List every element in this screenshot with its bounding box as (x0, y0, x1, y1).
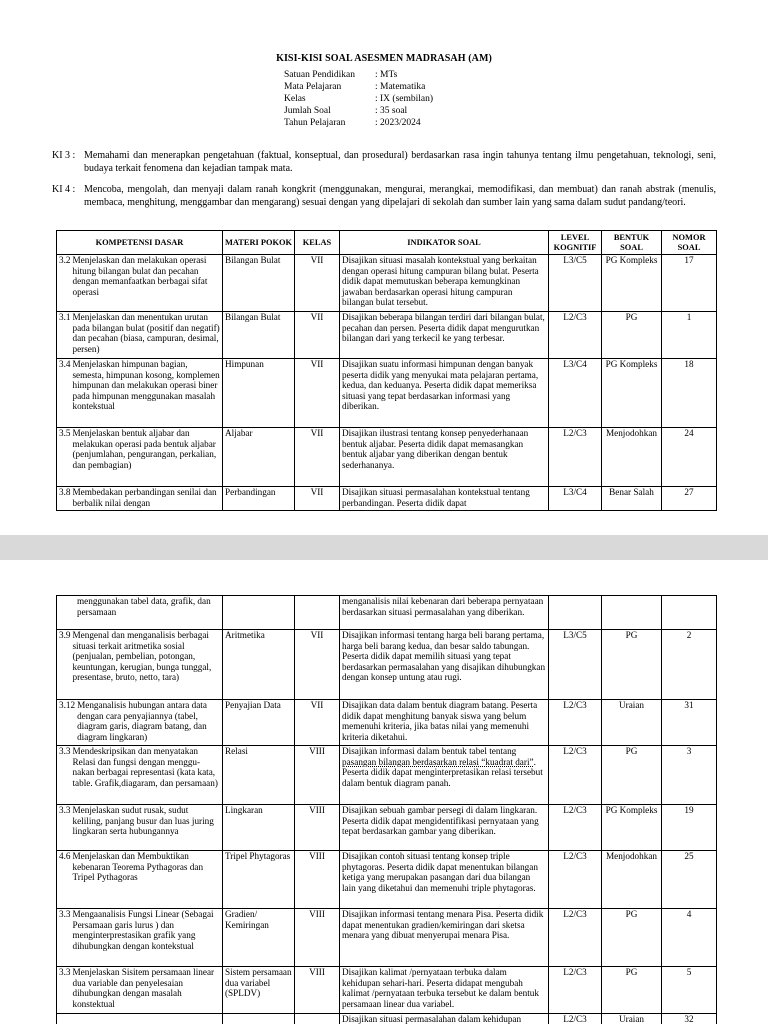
meta-row (284, 81, 433, 93)
kelas-cell: VII (295, 312, 340, 359)
table-row (57, 967, 717, 1014)
materi-cell (223, 1014, 295, 1024)
meta-value: : IX (sembilan) (375, 94, 434, 104)
nomor-cell: 25 (662, 851, 717, 909)
nomor-cell: 3 (662, 746, 717, 805)
bentuk-cell: PG Kompleks (602, 805, 662, 851)
indikator-cell: Disajikan ilustrasi tentang konsep penyederhanaan bentuk aljabar. Peserta didik dapat memasangkan bentuk aljabar yang diberikan dengan bentuk sederhananya. (340, 428, 549, 487)
bentuk-cell: PG (602, 630, 662, 700)
kd-code: 3.4 (59, 359, 71, 369)
meta-label: Tahun Pelajaran (284, 118, 346, 128)
table-row (57, 805, 717, 851)
nomor-cell: 18 (662, 359, 717, 428)
kisi-kisi-table-continued (56, 595, 717, 1024)
nomor-cell: 31 (662, 700, 717, 746)
materi-cell: Sistem persamaan dua variabel (SPLDV) (223, 967, 295, 1014)
materi-cell: Himpunan (223, 359, 295, 428)
ki4-code: KI 4 : (52, 184, 76, 195)
bentuk-cell: Benar Salah (602, 487, 662, 511)
header-nomor-soal: NOMOR SOAL (662, 231, 717, 255)
kd-text: Menjelaskan dan menentukan urutan pada bilangan bulat (positif dan negatif) dan pecahan (biasa, campuran, desimal, persen) (72, 312, 220, 354)
kd-text: Menjelaskan dan Membuktikan kebenaran Teorema Pythagoras dan Tripel Pythagoras (72, 851, 204, 883)
table-row (57, 700, 717, 746)
kd-text: Menjelaskan himpunan bagian, semesta, himpunan kosong, komplemen himpunan dan melakukan operasi biner pada himpunan menggunakan masalah kontekstual (72, 359, 220, 412)
kd-code: 3.3 (59, 909, 71, 919)
kelas-cell: VIII (295, 909, 340, 967)
ki3-code: KI 3 : (52, 150, 76, 161)
kd-code: 3.2 (59, 255, 71, 265)
indikator-cell: Disajikan beberapa bilangan terdiri dari bilangan bulat, pecahan dan persen. Peserta didik dapat mengurutkan bilangan dari yang terkecil ke yang terbesar. (340, 312, 549, 359)
kd-cell (57, 967, 223, 1014)
materi-cell: Lingkaran (223, 805, 295, 851)
kd-code: 3.8 (59, 487, 71, 497)
kd-cell (57, 700, 223, 746)
header-bentuk-soal: BENTUK SOAL (602, 231, 662, 255)
indikator-cell: menganalisis nilai kebenaran dari beberapa pernyataan berdasarkan situasi permasalahan yang diberikan. (340, 596, 549, 630)
ki3-text: Memahami dan menerapkan pengetahuan (faktual, konseptual, dan prosedural) berdasarkan rasa ingin tahunya tentang ilmu pengetahuan, teknologi, seni, budaya terkait fenomena dan kejadian tampak mata. (84, 150, 716, 174)
kd-cell (57, 851, 223, 909)
table-row (57, 746, 717, 805)
bentuk-cell: Menjodohkan (602, 851, 662, 909)
indikator-cell: Disajikan sebuah gambar persegi di dalam lingkaran. Peserta didik dapat mengidentifikasi pernyataan yang tepat berdasarkan gambar yang diberikan. (340, 805, 549, 851)
kelas-cell: VII (295, 487, 340, 511)
indikator-cell: Disajikan suatu informasi himpunan dengan banyak peserta didik yang menyukai mata pelajaran pertama, kedua, dan keduanya. Peserta didik dapat memeriksa situasi yang tepat berdasarkan informasi yang diberikan. (340, 359, 549, 428)
table-row (57, 255, 717, 312)
kd-text: Mengaanalisis Fungsi Linear (Sebagai Persamaan garis lurus ) dan menginterprestasikan grafik yang dihubungkan dengan kontekstual (72, 909, 214, 951)
materi-cell: Bilangan Bulat (223, 312, 295, 359)
meta-label: Mata Pelajaran (284, 82, 342, 92)
indikator-text: . Peserta didik dapat menginterpretasikan relasi tersebut dalam bentuk diagram panah. (342, 756, 543, 788)
table-row (57, 428, 717, 487)
kelas-cell: VII (295, 428, 340, 487)
kd-code: 4.6 (59, 851, 71, 861)
ki3-paragraph (52, 150, 716, 175)
kd-cell (57, 359, 223, 428)
level-cell: L2/C3 (549, 805, 602, 851)
ki4-paragraph (52, 184, 716, 209)
meta-row (284, 69, 433, 81)
materi-cell: Relasi (223, 746, 295, 805)
bentuk-cell: PG (602, 909, 662, 967)
kd-cell (57, 1014, 223, 1024)
nomor-cell: 1 (662, 312, 717, 359)
kelas-cell: VIII (295, 967, 340, 1014)
kd-cell (57, 255, 223, 312)
indikator-cell: Disajikan situasi permasalahan dalam kehidupan (340, 1014, 549, 1024)
kd-code: 3.5 (59, 428, 71, 438)
level-cell: L2/C3 (549, 428, 602, 487)
materi-cell: Penyajian Data (223, 700, 295, 746)
level-cell: L3/C5 (549, 630, 602, 700)
kd-text: Mengenal dan menganalisis berbagai situasi terkait aritmetika sosial (penjualan, pembelian, potongan, keuntungan, kerugian, bunga tunggal, presentase, bruto, netto, tara) (72, 630, 212, 683)
bentuk-cell: Menjodohkan (602, 428, 662, 487)
indikator-cell (340, 746, 549, 805)
indikator-cell: Disajikan kalimat /pernyataan terbuka dalam kehidupan sehari-hari. Peserta didapat mengubah kalimat /pernyataan terbuka tersebut ke dalam bentuk persamaan linear dua variabel. (340, 967, 549, 1014)
kd-code: 3.9 (59, 630, 71, 640)
nomor-cell (662, 596, 717, 630)
meta-value: : 2023/2024 (375, 118, 421, 128)
indikator-text: Disajikan informasi dalam bentuk tabel tentang (342, 746, 517, 756)
indikator-cell: Disajikan data dalam bentuk diagram batang. Peserta didik dapat menghitung banyak siswa yang belum memenuhi kriteria, jika batas nilai yang memenuhi kriteria diketahui. (340, 700, 549, 746)
meta-label: Kelas (284, 94, 306, 104)
indikator-cell: Disajikan informasi tentang menara Pisa. Peserta didik dapat menentukan gradien/kemiringan dari sketsa menara yang dibuat menyerupai menara Pisa. (340, 909, 549, 967)
indikator-cell: Disajikan informasi tentang harga beli barang pertama, harga beli barang kedua, dan besar saldo tabungan. Peserta didik dapat memilih situasi yang tepat berdasarkan permasalahan yang disajikan dihubungkan dengan konsep untung atau rugi. (340, 630, 549, 700)
bentuk-cell (602, 596, 662, 630)
indikator-cell: Disajikan situasi masalah kontekstual yang berkaitan dengan operasi hitung campuran bilang bulat. Peserta didik dapat memutuskan beberapa kemungkinan jawaban berdasarkan operasi hitung campuran bilangan bulat tersebut. (340, 255, 549, 312)
materi-cell: Tripel Phytagoras (223, 851, 295, 909)
kd-cell (57, 805, 223, 851)
kd-code: 3.3 (59, 967, 71, 977)
nomor-cell: 17 (662, 255, 717, 312)
bentuk-cell: PG (602, 312, 662, 359)
bentuk-cell: Uraian (602, 1014, 662, 1024)
kelas-cell: VII (295, 255, 340, 312)
kelas-cell: VII (295, 630, 340, 700)
kd-text: Menjelaskan bentuk aljabar dan melakukan operasi pada bentuk aljabar (penjumlahan, pengurangan, perkalian, dan pembagian) (72, 428, 217, 470)
level-cell: L2/C3 (549, 746, 602, 805)
meta-row (284, 117, 433, 129)
meta-label: Satuan Pendidikan (284, 70, 355, 80)
kd-text: menggunakan tabel data, grafik, dan persamaan (77, 596, 211, 617)
nomor-cell: 5 (662, 967, 717, 1014)
kelas-cell: VIII (295, 746, 340, 805)
kelas-cell: VIII (295, 805, 340, 851)
nomor-cell: 2 (662, 630, 717, 700)
materi-cell: Gradien/ Kemiringan (223, 909, 295, 967)
level-cell: L2/C3 (549, 909, 602, 967)
bentuk-cell: PG Kompleks (602, 359, 662, 428)
level-cell (549, 596, 602, 630)
meta-label: Jumlah Soal (284, 106, 331, 116)
nomor-cell: 19 (662, 805, 717, 851)
kd-cell (57, 428, 223, 487)
indikator-cell: Disajikan situasi permasalahan kontekstual tentang perbandingan. Peserta didik dapat (340, 487, 549, 511)
level-cell: L2/C3 (549, 700, 602, 746)
table-row (57, 851, 717, 909)
kd-text: Menjelaskan dan melakukan operasi hitung bilangan bulat dan pecahan dengan memanfaatkan berbagai sifat operasi (72, 255, 208, 297)
document-title: KISI-KISI SOAL ASESMEN MADRASAH (AM) (276, 53, 492, 64)
kd-code: 3.12 (59, 700, 76, 710)
level-cell: L2/C3 (549, 851, 602, 909)
kd-cell (57, 746, 223, 805)
kd-cell (57, 312, 223, 359)
materi-cell: Aritmetika (223, 630, 295, 700)
header-kompetensi-dasar: KOMPETENSI DASAR (57, 231, 223, 255)
level-cell: L3/C4 (549, 487, 602, 511)
bentuk-cell: PG (602, 967, 662, 1014)
materi-cell: Perbandingan (223, 487, 295, 511)
meta-value: : 35 soal (375, 106, 408, 116)
materi-cell: Aljabar (223, 428, 295, 487)
header-level-kognitif: LEVEL KOGNITIF (549, 231, 602, 255)
kisi-kisi-table (56, 230, 717, 511)
level-cell: L2/C3 (549, 1014, 602, 1024)
kd-code: 3.3 (59, 805, 71, 815)
header-materi-pokok: MATERI POKOK (223, 231, 295, 255)
kelas-cell (295, 1014, 340, 1024)
kd-cell (57, 596, 223, 630)
kelas-cell (295, 596, 340, 630)
nomor-cell: 24 (662, 428, 717, 487)
kd-text: Menganalisis hubungan antara data dengan cara penyajiannya (tabel, diagram garis, diagram batang, dan diagram lingkaran) (77, 700, 207, 742)
bentuk-cell: PG (602, 746, 662, 805)
table-row (57, 1014, 717, 1024)
document-page-2 (0, 560, 768, 1024)
kd-code: 3.1 (59, 312, 71, 322)
indikator-cell: Disajikan contoh situasi tentang konsep triple phytagoras. Peserta didik dapat menentukan bilangan ketiga yang merupakan pasangan dari dua bilangan lain yang diketahui dan memenuhi triple phytagoras. (340, 851, 549, 909)
document-meta (284, 69, 433, 129)
ki4-text: Mencoba, mengolah, dan menyaji dalam ranah kongkrit (menggunakan, mengurai, merangkai, memodifikasi, dan membuat) dan ranah abstrak (menulis, membaca, menghitung, menggambar dan mengarang) sesuai dengan yang dipelajari di sekolah dan sumber lain yang sama dalam sudut pandang/teori. (84, 184, 716, 208)
nomor-cell: 4 (662, 909, 717, 967)
level-cell: L3/C5 (549, 255, 602, 312)
level-cell: L2/C3 (549, 967, 602, 1014)
kelas-cell: VII (295, 359, 340, 428)
meta-row (284, 93, 433, 105)
meta-value: : Matematika (375, 82, 426, 92)
kd-cell (57, 909, 223, 967)
kd-text: Menjelaskan sudut rusak, sudut keliling, panjang busur dan luas juring lingkaran serta hubungannya (72, 805, 214, 837)
table-row (57, 630, 717, 700)
kd-cell (57, 630, 223, 700)
table-row (57, 909, 717, 967)
level-cell: L2/C3 (549, 312, 602, 359)
level-cell: L3/C4 (549, 359, 602, 428)
kd-cell (57, 487, 223, 511)
header-indikator-soal: INDIKATOR SOAL (340, 231, 549, 255)
table-row (57, 596, 717, 630)
kd-text: Membedakan perbandingan senilai dan berbalik nilai dengan (72, 487, 217, 508)
nomor-cell: 32 (662, 1014, 717, 1024)
kd-text: Menjelaskan Sisitem persamaan linear dua variable dan penyelesaian dihubungkan dengan masalah konstektual (72, 967, 215, 1009)
indikator-underlined-text: pasangan bilangan berdasarkan relasi “kuadrat dari” (342, 756, 534, 767)
header-kelas: KELAS (295, 231, 340, 255)
materi-cell (223, 596, 295, 630)
table-row (57, 312, 717, 359)
table-row (57, 487, 717, 511)
table-row (57, 359, 717, 428)
bentuk-cell: Uraian (602, 700, 662, 746)
kd-code: 3.3 (59, 746, 71, 756)
meta-row (284, 105, 433, 117)
materi-cell: Bilangan Bulat (223, 255, 295, 312)
kelas-cell: VIII (295, 851, 340, 909)
kd-text: Mendeskripsikan dan menyatakan Relasi dan fungsi dengan menggu-nakan berbagai representasi (kata kata, table. Grafik,diagaram, dan persamaan) (72, 746, 218, 788)
nomor-cell: 27 (662, 487, 717, 511)
table-header-row (57, 231, 717, 255)
meta-value: : MTs (375, 70, 398, 80)
kelas-cell: VII (295, 700, 340, 746)
bentuk-cell: PG Kompleks (602, 255, 662, 312)
